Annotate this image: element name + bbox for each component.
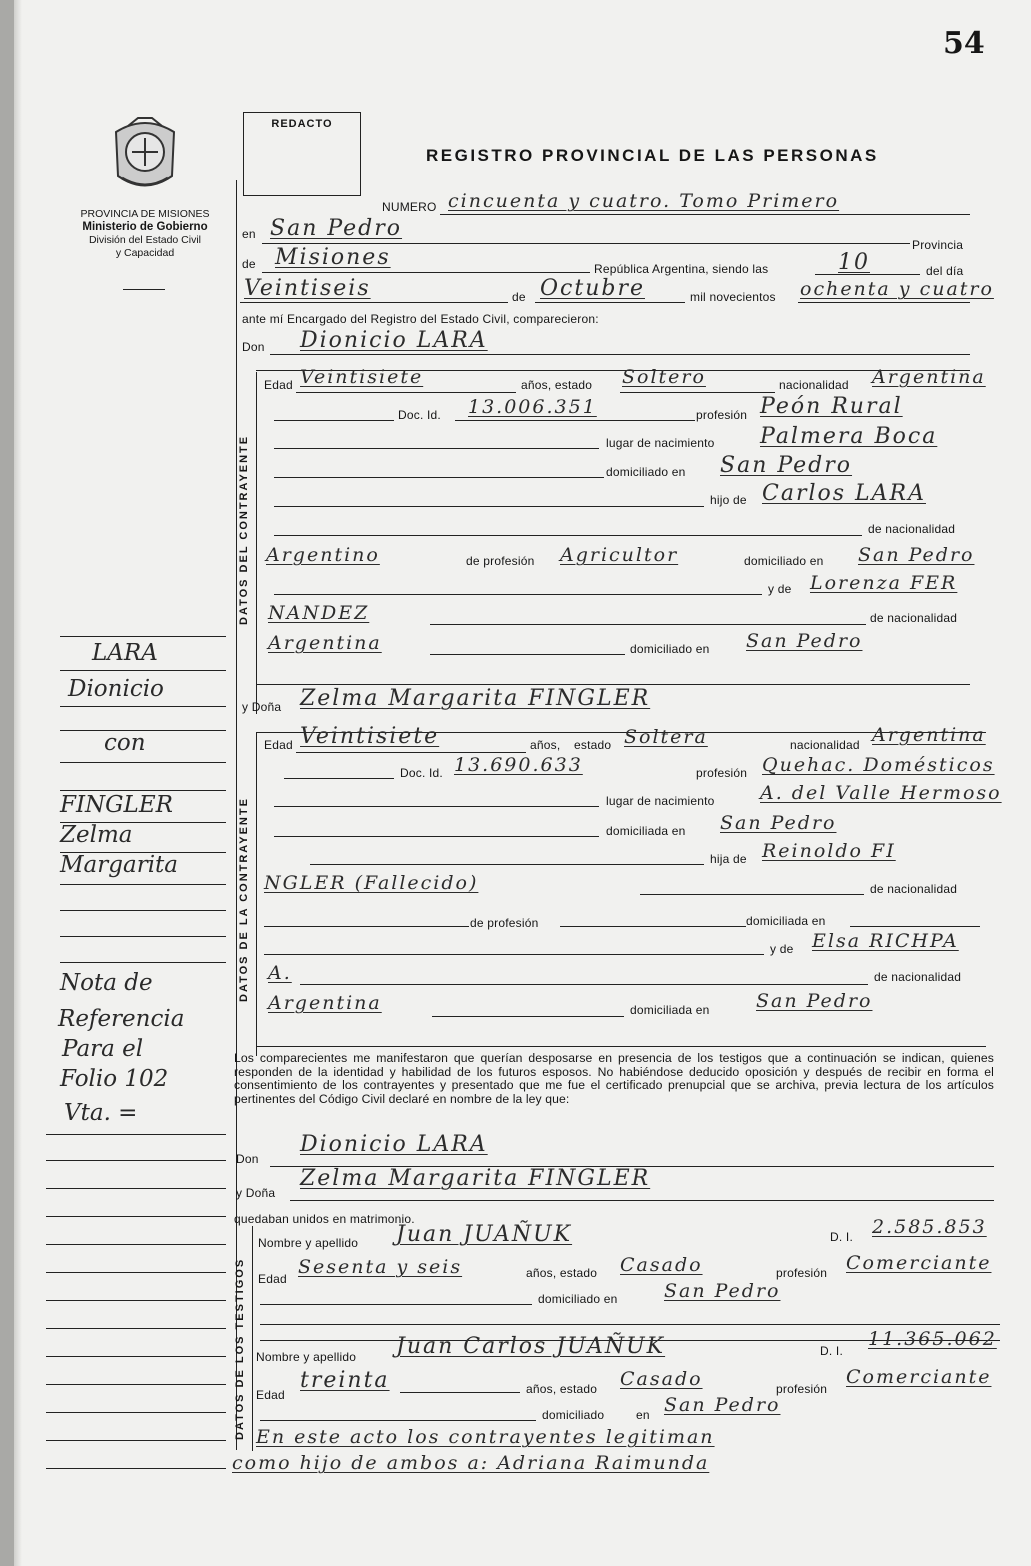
anos-label: años, (530, 738, 561, 752)
test1-domic-value: San Pedro (664, 1280, 781, 1302)
de-nacionalidad-label: de nacionalidad (868, 522, 956, 536)
nombre-apellido2-label: Nombre y apellido (256, 1350, 357, 1364)
contrayente-rule (256, 372, 257, 714)
contrayente-f-rule (256, 732, 257, 1056)
provincia-value: Misiones (275, 245, 391, 270)
prov-line-3: División del Estado Civil (88, 234, 202, 246)
margin-con: con (104, 730, 146, 756)
y-de-label: y de (768, 582, 792, 596)
madre2-value: Elsa RICHPA (812, 930, 959, 952)
estado-label: estado (574, 738, 612, 752)
en-label: en (242, 227, 256, 241)
edad4-label: Edad (256, 1388, 285, 1402)
test2-nombre-value: Juan Carlos JUAÑUK (396, 1334, 666, 1359)
de-profesion2-label: de profesión (470, 916, 539, 930)
declaration-paragraph: Los comparecientes me manifestaron que querían desposarse en presencia de los testigos que a continuación se indican, quienes responden de la identidad y habilidad de los futuros esposos. No habiéndose deducido oposición y después de recibir en forma el consentimiento de los contrayentes y presentado que me fue el certificado prenupcial que se archiva, previa lectura de los artículos pertinentes del Código Civil declaré en nombre de la ley que: (234, 1051, 994, 1106)
margin-surname: LARA (92, 640, 158, 666)
de-nacionalidad2-label: de nacionalidad (870, 611, 958, 625)
profesion3-label: profesión (776, 1266, 828, 1280)
datos-contrayente-f-label: DATOS DE LA CONTRAYENTE (238, 797, 250, 1002)
nacionalidad2-label: nacionalidad (790, 738, 860, 752)
domic1-value: San Pedro (720, 453, 853, 478)
prov-line-4: y Capacidad (115, 247, 175, 259)
padre2-value: Reinoldo FI (762, 840, 896, 862)
doc-id2-label: Doc. Id. (400, 766, 443, 780)
decl-don-value: Dionicio LARA (300, 1132, 488, 1157)
datos-contrayente-label: DATOS DEL CONTRAYENTE (238, 434, 250, 625)
del-dia-label: del día (926, 264, 964, 278)
decl-don-label: Don (236, 1152, 259, 1166)
don-label: Don (242, 340, 265, 354)
test2-edad-value: treinta (300, 1368, 390, 1393)
margin-name-3: Margarita (60, 852, 178, 878)
lugar-nac2-value: A. del Valle Hermoso (760, 782, 1002, 804)
madre2-domic-value: San Pedro (756, 990, 873, 1012)
edad2-label: Edad (264, 738, 293, 752)
anos-estado-label: años, estado (521, 378, 593, 392)
domiciliado-en3-label: domiciliado en (630, 642, 710, 656)
mes-value: Octubre (540, 276, 645, 301)
datos-testigos-label: DATOS DE LOS TESTIGOS (234, 1257, 246, 1440)
test1-nombre-value: Juan JUAÑUK (396, 1222, 573, 1247)
estado1-value: Soltero (622, 366, 706, 388)
doc1-value: 13.006.351 (468, 396, 597, 418)
binding-edge (0, 0, 14, 1566)
decl-dona-label: y Doña (236, 1186, 276, 1200)
domiciliada-en3-label: domiciliada en (630, 1003, 710, 1017)
anio-value: ochenta y cuatro (800, 278, 994, 300)
margin-note-5: Vta. = (64, 1100, 138, 1126)
mil-label: mil novecientos (690, 290, 776, 304)
republica-label: República Argentina, siendo las (594, 262, 769, 276)
nota-line-2: como hijo de ambos a: Adriana Raimunda (232, 1452, 710, 1474)
di2-label: D. I. (820, 1344, 844, 1358)
test2-prof-value: Comerciante (846, 1366, 992, 1388)
madre2-cont-value: A. (268, 962, 292, 984)
test1-prof-value: Comerciante (846, 1252, 992, 1274)
nota-line-1: En este acto los contrayentes legitiman (256, 1426, 715, 1448)
lugar-nac-label: lugar de nacimiento (606, 436, 715, 450)
test2-estado-value: Casado (620, 1368, 703, 1390)
edad1-value: Veintisiete (300, 366, 424, 388)
province-header (60, 208, 230, 260)
domiciliada-en2-label: domiciliada en (746, 914, 826, 928)
y-dona-label: y Doña (242, 700, 282, 714)
madre2-nac-value: Argentina (268, 992, 382, 1014)
edad2-value: Veintisiete (300, 724, 440, 749)
profesion4-label: profesión (776, 1382, 828, 1396)
nombre-apellido-label: Nombre y apellido (258, 1236, 359, 1250)
hijo-de-label: hijo de (710, 493, 747, 507)
padre1-domic-value: San Pedro (858, 544, 975, 566)
doc-id-label: Doc. Id. (398, 408, 441, 422)
hora-value: 10 (838, 250, 870, 275)
don-value: Dionicio LARA (300, 328, 488, 353)
test2-di-value: 11.365.062 (868, 1328, 997, 1350)
padre1-value: Carlos LARA (762, 481, 926, 506)
redacto-box (243, 112, 361, 196)
domiciliada-label: domiciliada en (606, 824, 686, 838)
margin-name: Dionicio (68, 676, 164, 702)
domic2-value: San Pedro (720, 812, 837, 834)
profesion-label: profesión (696, 408, 748, 422)
domiciliado3-label: domiciliado (542, 1408, 605, 1422)
page-number: 54 (943, 26, 985, 61)
y-de2-label: y de (770, 942, 794, 956)
edad-label: Edad (264, 378, 293, 392)
numero-label: NUMERO (382, 200, 437, 214)
lugar-nac2-label: lugar de nacimiento (606, 794, 715, 808)
decl-dona-value: Zelma Margarita FINGLER (300, 1166, 651, 1191)
padre1-nac-value: Argentino (266, 544, 380, 566)
ante-text: ante mí Encargado del Registro del Estado Civil, comparecieron: (242, 312, 599, 326)
prof1-value: Peón Rural (760, 394, 903, 419)
nacionalidad-label: nacionalidad (779, 378, 849, 392)
binding-shadow (14, 0, 22, 1566)
padre2-cont-value: NGLER (Fallecido) (264, 872, 479, 894)
page-title: REGISTRO PROVINCIAL DE LAS PERSONAS (426, 146, 879, 165)
madre1-nac-value: Argentina (268, 632, 382, 654)
prov-line-2: Ministerio de Gobierno (82, 221, 208, 233)
prof2-value: Quehac. Domésticos (762, 754, 995, 776)
de2-label: de (512, 290, 526, 304)
en-label-2: en (636, 1408, 650, 1422)
de-nacionalidad3-label: de nacionalidad (870, 882, 958, 896)
de-nacionalidad4-label: de nacionalidad (874, 970, 962, 984)
redacto-label: REDACTO (271, 118, 333, 130)
margin-note-2: Referencia (58, 1006, 185, 1032)
domiciliado-en2-label: domiciliado en (744, 554, 824, 568)
hija-de-label: hija de (710, 852, 747, 866)
margin-note-1: Nota de (60, 970, 153, 996)
madre1-value: Lorenza FER (810, 572, 958, 594)
test2-domic-value: San Pedro (664, 1394, 781, 1416)
dona-value: Zelma Margarita FINGLER (300, 686, 651, 711)
testigos-rule (252, 1226, 253, 1451)
dia-value: Veintiseis (244, 276, 371, 301)
de-profesion-label: de profesión (466, 554, 535, 568)
padre1-prof-value: Agricultor (560, 544, 679, 566)
di-label: D. I. (830, 1230, 854, 1244)
doc2-value: 13.690.633 (454, 754, 583, 776)
test1-edad-value: Sesenta y seis (298, 1256, 463, 1278)
provincial-seal-icon (108, 112, 182, 194)
anos-estado3-label: años, estado (526, 1266, 598, 1280)
margin-name-2: Zelma (60, 822, 133, 848)
madre1-domic-value: San Pedro (746, 630, 863, 652)
test1-estado-value: Casado (620, 1254, 703, 1276)
margin-note-4: Folio 102 (60, 1066, 169, 1092)
de-label: de (242, 257, 256, 271)
test1-di-value: 2.585.853 (872, 1216, 987, 1238)
prov-line-1: PROVINCIA DE MISIONES (80, 208, 210, 220)
margin-note-3: Para el (62, 1036, 144, 1062)
nac2-value: Argentina (872, 724, 986, 746)
numero-value: cincuenta y cuatro. Tomo Primero (448, 190, 840, 212)
margin-surname-2: FINGLER (60, 792, 173, 818)
nac1-value: Argentina (872, 366, 986, 388)
anos-estado4-label: años, estado (526, 1382, 598, 1396)
madre1-cont-value: NANDEZ (268, 602, 370, 624)
lugar-nac1-value: Palmera Boca (760, 424, 938, 449)
quedaban-text: quedaban unidos en matrimonio. (234, 1212, 415, 1226)
domiciliado-label: domiciliado en (606, 465, 686, 479)
profesion2-label: profesión (696, 766, 748, 780)
edad3-label: Edad (258, 1272, 287, 1286)
estado2-value: Soltera (624, 726, 708, 748)
divider (123, 289, 165, 290)
lugar-value: San Pedro (270, 216, 403, 241)
domiciliado2-label: domiciliado en (538, 1292, 618, 1306)
provincia-label: Provincia (912, 238, 964, 252)
